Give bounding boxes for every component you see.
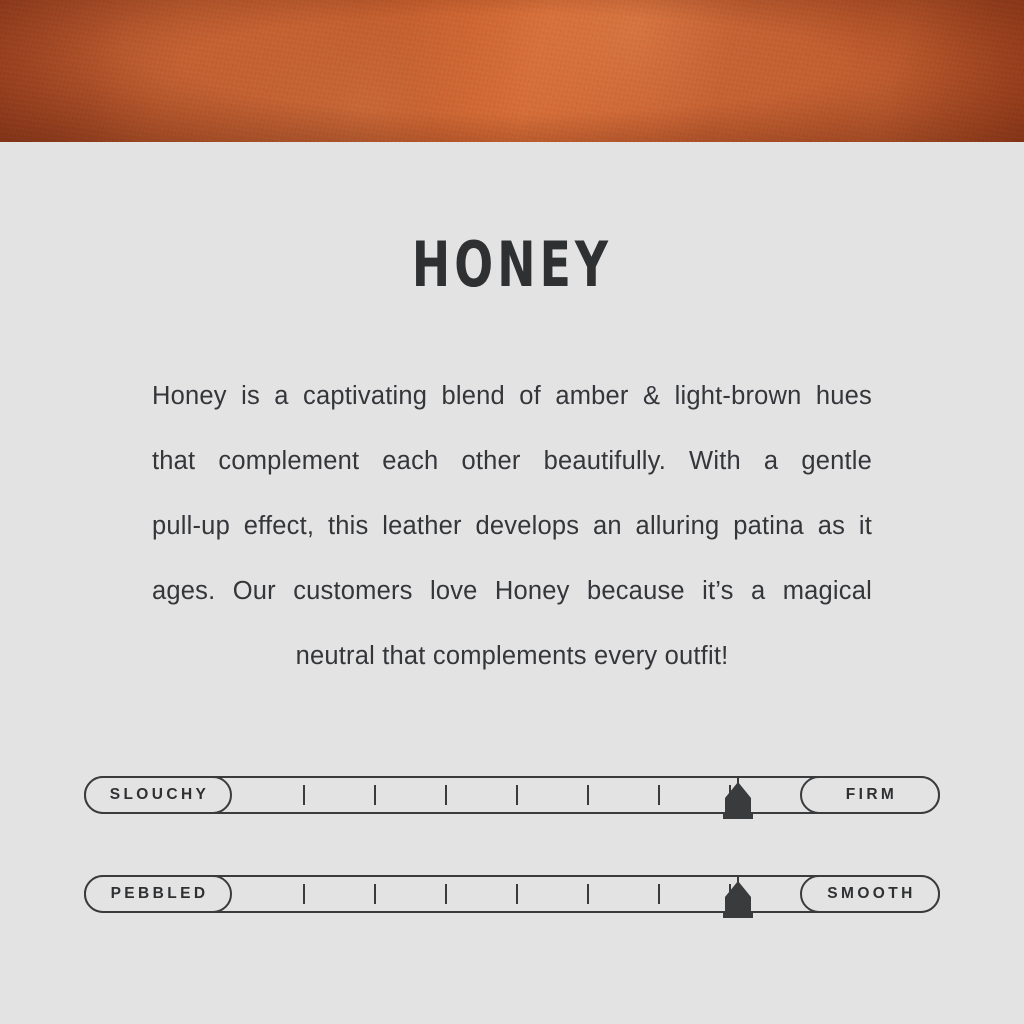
slider-handle-body (725, 897, 751, 911)
slider-tick (587, 884, 589, 904)
description-line: Honey is a captivating blend of amber & light-brown hues (152, 382, 872, 410)
slider-tick (516, 785, 518, 805)
description-line: pull-up effect, this leather develops an alluring patina as it (152, 512, 872, 540)
slider-label-right: SMOOTH (800, 875, 940, 913)
leather-vignette-layer (0, 0, 1024, 142)
slider-tick (658, 884, 660, 904)
slider-label-left: PEBBLED (84, 875, 232, 913)
description-text (152, 364, 872, 689)
attribute-sliders (84, 776, 940, 974)
page-title: HONEY (411, 228, 613, 301)
slider-tick (587, 785, 589, 805)
slider-ticks (232, 776, 800, 814)
slider-structure[interactable] (84, 776, 940, 816)
slider-tick (445, 785, 447, 805)
slider-tick (303, 785, 305, 805)
slider-tick (658, 785, 660, 805)
slider-handle-body (725, 798, 751, 812)
slider-handle-foot (723, 913, 753, 918)
slider-handle-stem (737, 776, 739, 788)
description-line: ages. Our customers love Honey because it’s a magical (152, 577, 872, 605)
slider-texture[interactable] (84, 875, 940, 915)
slider-tick (374, 884, 376, 904)
slider-label-left: SLOUCHY (84, 776, 232, 814)
slider-tick (445, 884, 447, 904)
slider-handle[interactable] (721, 881, 755, 918)
slider-ticks (232, 875, 800, 913)
slider-handle[interactable] (721, 782, 755, 819)
description-line: that complement each other beautifully. With a gentle (152, 447, 872, 475)
slider-handle-stem (737, 875, 739, 887)
slider-label-right: FIRM (800, 776, 940, 814)
slider-tick (374, 785, 376, 805)
leather-swatch-image (0, 0, 1024, 142)
description-line: neutral that complements every outfit! (295, 642, 729, 670)
slider-tick (516, 884, 518, 904)
slider-handle-foot (723, 814, 753, 819)
slider-tick (303, 884, 305, 904)
